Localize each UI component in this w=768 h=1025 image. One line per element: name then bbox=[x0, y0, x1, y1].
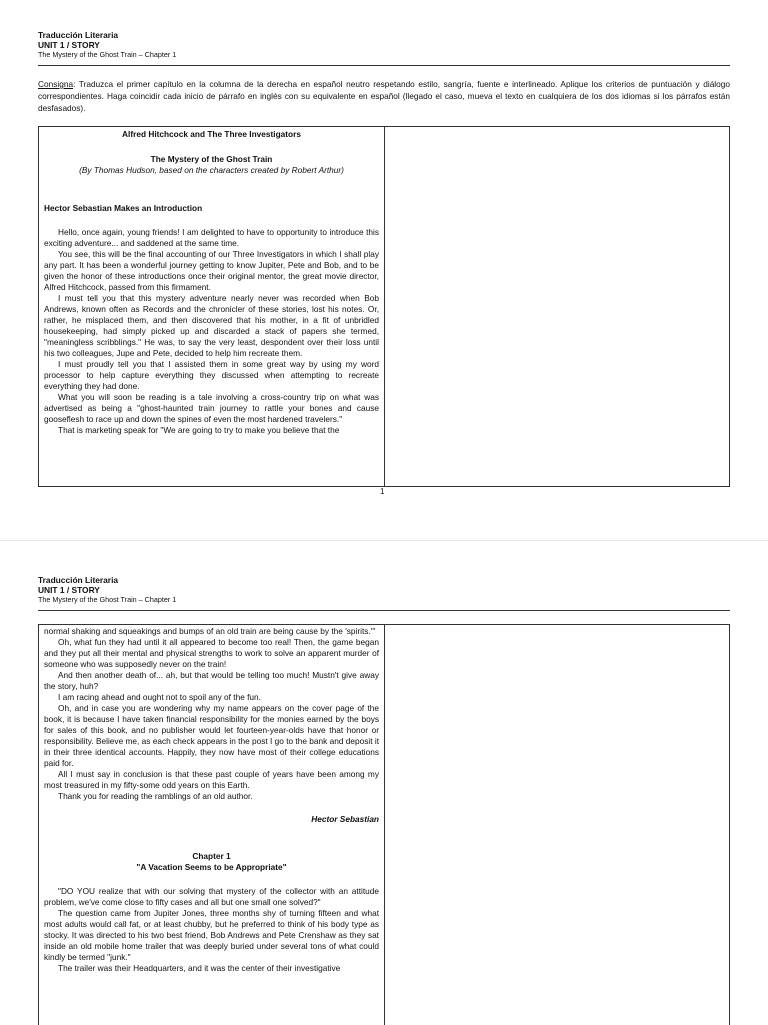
instructions-label: Consigna bbox=[38, 79, 74, 89]
section-heading: Hector Sebastian Makes an Introduction bbox=[44, 203, 203, 213]
page-header bbox=[38, 30, 730, 60]
paragraph-continuation: normal shaking and squeakings and bumps of an old train are being cause by the 'spirits.'" bbox=[44, 626, 376, 636]
page-header bbox=[38, 575, 730, 605]
translation-table bbox=[38, 126, 730, 487]
author-signature: Hector Sebastian bbox=[311, 814, 379, 824]
paragraph: I am racing ahead and ought not to spoil any of the fun. bbox=[58, 692, 261, 702]
course-title: Traducción Literaria bbox=[38, 30, 119, 40]
book-title: The Mystery of the Ghost Train bbox=[150, 154, 273, 164]
paragraph: I must tell you that this mystery adventure nearly never was recorded when Bob Andrews, known often as Records and the chronicler of these stories, lost his notes. Or, rather, he misplaced them, and then discovered that his mother, in a fit of unbridled housekeeping, had simply picked up and discarded a stack of papers she termed, "meaningless scribblings." He was, to say the very least, despondent over their loss until his two colleagues, Jupe and Pete, decided to help him recreate them. bbox=[44, 293, 379, 358]
paragraph: That is marketing speak for "We are going to try to make you believe that the bbox=[58, 425, 340, 435]
document-subtitle: The Mystery of the Ghost Train – Chapter 1 bbox=[38, 50, 177, 59]
paragraph: "DO YOU realize that with our solving that mystery of the collector with an attitude problem, we've come close to fifty cases and all but one small one solved?" bbox=[44, 886, 379, 907]
paragraph: What you will soon be reading is a tale involving a cross-country trip on what was advertised as being a "ghost-haunted train journey to rattle your bones and cause gooseflesh to race up and down the spines of even the most hardened travelers." bbox=[44, 392, 379, 424]
chapter-title: "A Vacation Seems to be Appropriate" bbox=[136, 862, 287, 872]
source-text-column bbox=[39, 127, 385, 486]
unit-label: UNIT 1 / STORY bbox=[38, 585, 100, 595]
page-number: 1 bbox=[380, 487, 385, 496]
course-title: Traducción Literaria bbox=[38, 575, 119, 585]
byline: (By Thomas Hudson, based on the characters created by Robert Arthur) bbox=[79, 165, 344, 175]
translation-column[interactable] bbox=[385, 625, 729, 1025]
paragraph: All I must say in conclusion is that these past couple of years have been among my most treasured in my fifty-some odd years on this Earth. bbox=[44, 769, 379, 790]
document-page-1 bbox=[0, 0, 768, 510]
paragraph: Oh, and in case you are wondering why my name appears on the cover page of the book, it is because I have taken financial responsibility for the monies earned by the boys for sales of this book, and no publisher would let fourteen-year-olds have that honor or responsibility. Believe me, as each check appears in the post I go to the bank and deposit it in their three identical accounts. Happily, they now have most of their college educations paid for. bbox=[44, 703, 379, 768]
paragraph: And then another death of... ah, but that would be telling too much! Mustn't give away the story, huh? bbox=[44, 670, 379, 691]
chapter-label: Chapter 1 bbox=[192, 851, 231, 861]
unit-label: UNIT 1 / STORY bbox=[38, 40, 100, 50]
document-page-2 bbox=[0, 540, 768, 1025]
paragraph: Oh, what fun they had until it all appeared to become too real! Then, the game began and they put all their mental and physical strengths to work to solve an apparent murder of someone who was supposedly never on the train! bbox=[44, 637, 379, 669]
source-text-column bbox=[39, 625, 385, 1025]
paragraph: You see, this will be the final accounting of our Three Investigators in which I shall play any part. It has been a wonderful journey getting to know Jupiter, Pete and Bob, and to be given the honor of these introductions once their original mentor, the great movie director, Alfred Hitchcock, passed from this firmament. bbox=[44, 249, 379, 292]
paragraph: The question came from Jupiter Jones, three months shy of turning fifteen and what most adults would call fat, or at least chubby, but he preferred to think of his body type as stocky. It was directed to his two best friend, Bob Andrews and Pete Crenshaw as they sat inside an old mobile home trailer that was deeply buried under several tons of what could kindly be termed "junk." bbox=[44, 908, 379, 962]
series-title: Alfred Hitchcock and The Three Investigators bbox=[122, 129, 301, 139]
translation-column[interactable] bbox=[385, 127, 729, 486]
paragraph: The trailer was their Headquarters, and it was the center of their investigative bbox=[58, 963, 341, 973]
paragraph: Hello, once again, young friends! I am delighted to have to opportunity to introduce this exciting adventure... and saddened at the same time. bbox=[44, 227, 379, 248]
paragraph: Thank you for reading the ramblings of an old author. bbox=[58, 791, 253, 801]
instructions bbox=[38, 78, 730, 114]
instructions-text: : Traduzca el primer capítulo en la columna de la derecha en español neutro respetando estilo, sangría, fuente e interlineado. Aplique los criterios de puntuación y diálogo correspondientes. Haga coincidir cada inicio de párrafo en inglés con su equivalente en español (llegado el caso, mueva el texto en cualquiera de los dos idiomas si los párrafos están desfasados). bbox=[38, 79, 730, 113]
header-divider bbox=[38, 610, 730, 611]
paragraph: I must proudly tell you that I assisted them in some great way by using my word processor to help capture everything they discussed when attempting to recreate everything they had done. bbox=[44, 359, 379, 391]
document-subtitle: The Mystery of the Ghost Train – Chapter 1 bbox=[38, 595, 177, 604]
translation-table bbox=[38, 624, 730, 1025]
header-divider bbox=[38, 65, 730, 66]
